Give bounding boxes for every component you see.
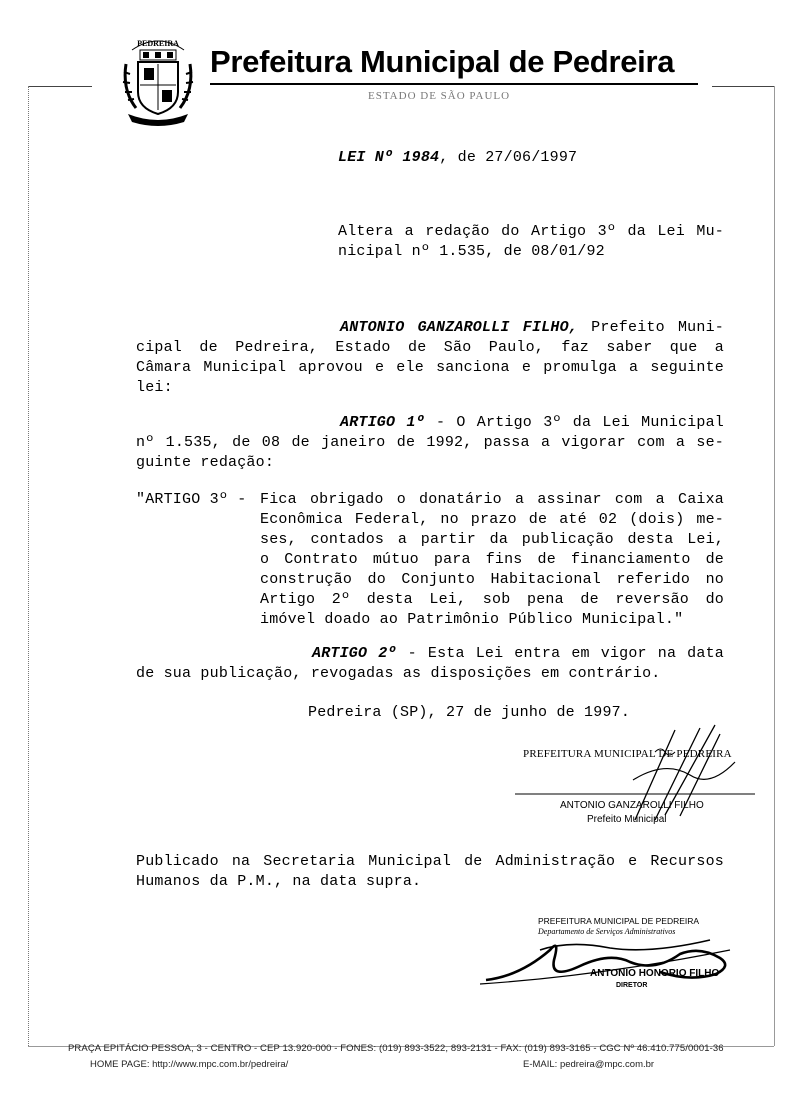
footer-email[interactable]: E-MAIL: pedreira@mpc.com.br <box>523 1059 655 1070</box>
article-3-line: Econômica Federal, no prazo de até 02 (dois) me- <box>260 511 724 528</box>
stamp-text: Departamento de Serviços Administrativos <box>538 927 676 936</box>
article-2 <box>136 644 724 684</box>
coat-of-arms-icon <box>118 30 198 128</box>
signer-role: Prefeito Municipal <box>587 814 667 825</box>
law-number: LEI Nº 1984 <box>338 149 440 166</box>
preamble <box>136 318 724 398</box>
article-1 <box>136 413 724 473</box>
article-1-label: ARTIGO 1º <box>340 414 425 431</box>
article-3-line: imóvel doado ao Patrimônio Público Municipal." <box>260 611 684 628</box>
article-3-line: Artigo 2º desta Lei, sob pena de reversão do <box>260 591 724 608</box>
mayor-signature-block <box>515 720 775 830</box>
article-line: de sua publicação, revogadas as disposições em contrário. <box>136 665 661 682</box>
law-summary <box>338 222 724 262</box>
page-title: Prefeitura Municipal de Pedreira <box>210 44 675 79</box>
place-date: Pedreira (SP), 27 de junho de 1997. <box>308 704 631 721</box>
article-3-body <box>260 490 724 630</box>
state-subtitle: ESTADO DE SÃO PAULO <box>368 90 511 102</box>
summary-line: Altera a redação do Artigo 3º da Lei Mu- <box>338 223 724 240</box>
summary-line: nicipal nº 1.535, de 08/01/92 <box>338 243 605 260</box>
stamp-text: PREFEITURA MUNICIPAL DE PEDREIRA <box>523 748 732 760</box>
director-signature-block <box>480 910 770 1000</box>
article-line: ARTIGO 2º - Esta Lei entra em vigor na data <box>312 645 724 662</box>
mayor-name: ANTONIO GANZAROLLI FILHO, <box>340 319 578 336</box>
publication-note <box>136 852 724 892</box>
preamble-line: cipal de Pedreira, Estado de São Paulo, faz saber que a <box>136 339 724 356</box>
frame-line-left <box>28 86 29 1046</box>
signer-role: DIRETOR <box>616 982 648 989</box>
stamp-text: PREFEITURA MUNICIPAL DE PEDREIRA <box>538 916 700 926</box>
footer-address: PRAÇA EPITÁCIO PESSOA, 3 - CENTRO - CEP 13.920-000 - FONES: (019) 893-3522, 893-2131 - FAX: (019) 893-3165 - CGC Nº 46.410.775/0001-36 <box>68 1043 724 1054</box>
preamble-line: ANTONIO GANZAROLLI FILHO, Prefeito Muni- <box>340 319 724 336</box>
publication-line: Publicado na Secretaria Municipal de Administração e Recursos <box>136 853 724 870</box>
article-line: nº 1.535, de 08 de janeiro de 1992, passa a vigorar com a se- <box>136 434 724 451</box>
article-2-label: ARTIGO 2º <box>312 645 397 662</box>
frame-line-top-left <box>28 86 92 87</box>
article-3-line: construção do Conjunto Habitacional referido no <box>260 571 724 588</box>
publication-line: Humanos da P.M., na data supra. <box>136 873 422 890</box>
frame-line-top-right <box>712 86 774 87</box>
preamble-line: Câmara Municipal aprovou e ele sanciona e promulga a seguinte <box>136 359 724 376</box>
preamble-line: lei: <box>136 379 173 396</box>
article-line: ARTIGO 1º - O Artigo 3º da Lei Municipal <box>340 414 724 431</box>
law-date: , de 27/06/1997 <box>439 149 578 166</box>
article-3-lead: "ARTIGO 3º - <box>136 491 256 508</box>
frame-line-right <box>774 86 775 1046</box>
footer-homepage[interactable]: HOME PAGE: http://www.mpc.com.br/pedreira/ <box>90 1059 289 1070</box>
law-heading <box>338 148 577 168</box>
article-line: guinte redação: <box>136 454 275 471</box>
signer-name: ANTONIO HONORIO FILHO <box>590 968 720 979</box>
signer-name: ANTONIO GANZAROLLI FILHO <box>560 800 704 811</box>
article-3-line: ses, contados a partir da publicação desta Lei, <box>260 531 724 548</box>
article-3-line: Fica obrigado o donatário a assinar com a Caixa <box>260 491 724 508</box>
crest-lettering: PEDREIRA <box>137 39 179 48</box>
title-underline <box>210 83 698 85</box>
article-3-line: o Contrato mútuo para fins de financiamento de <box>260 551 724 568</box>
